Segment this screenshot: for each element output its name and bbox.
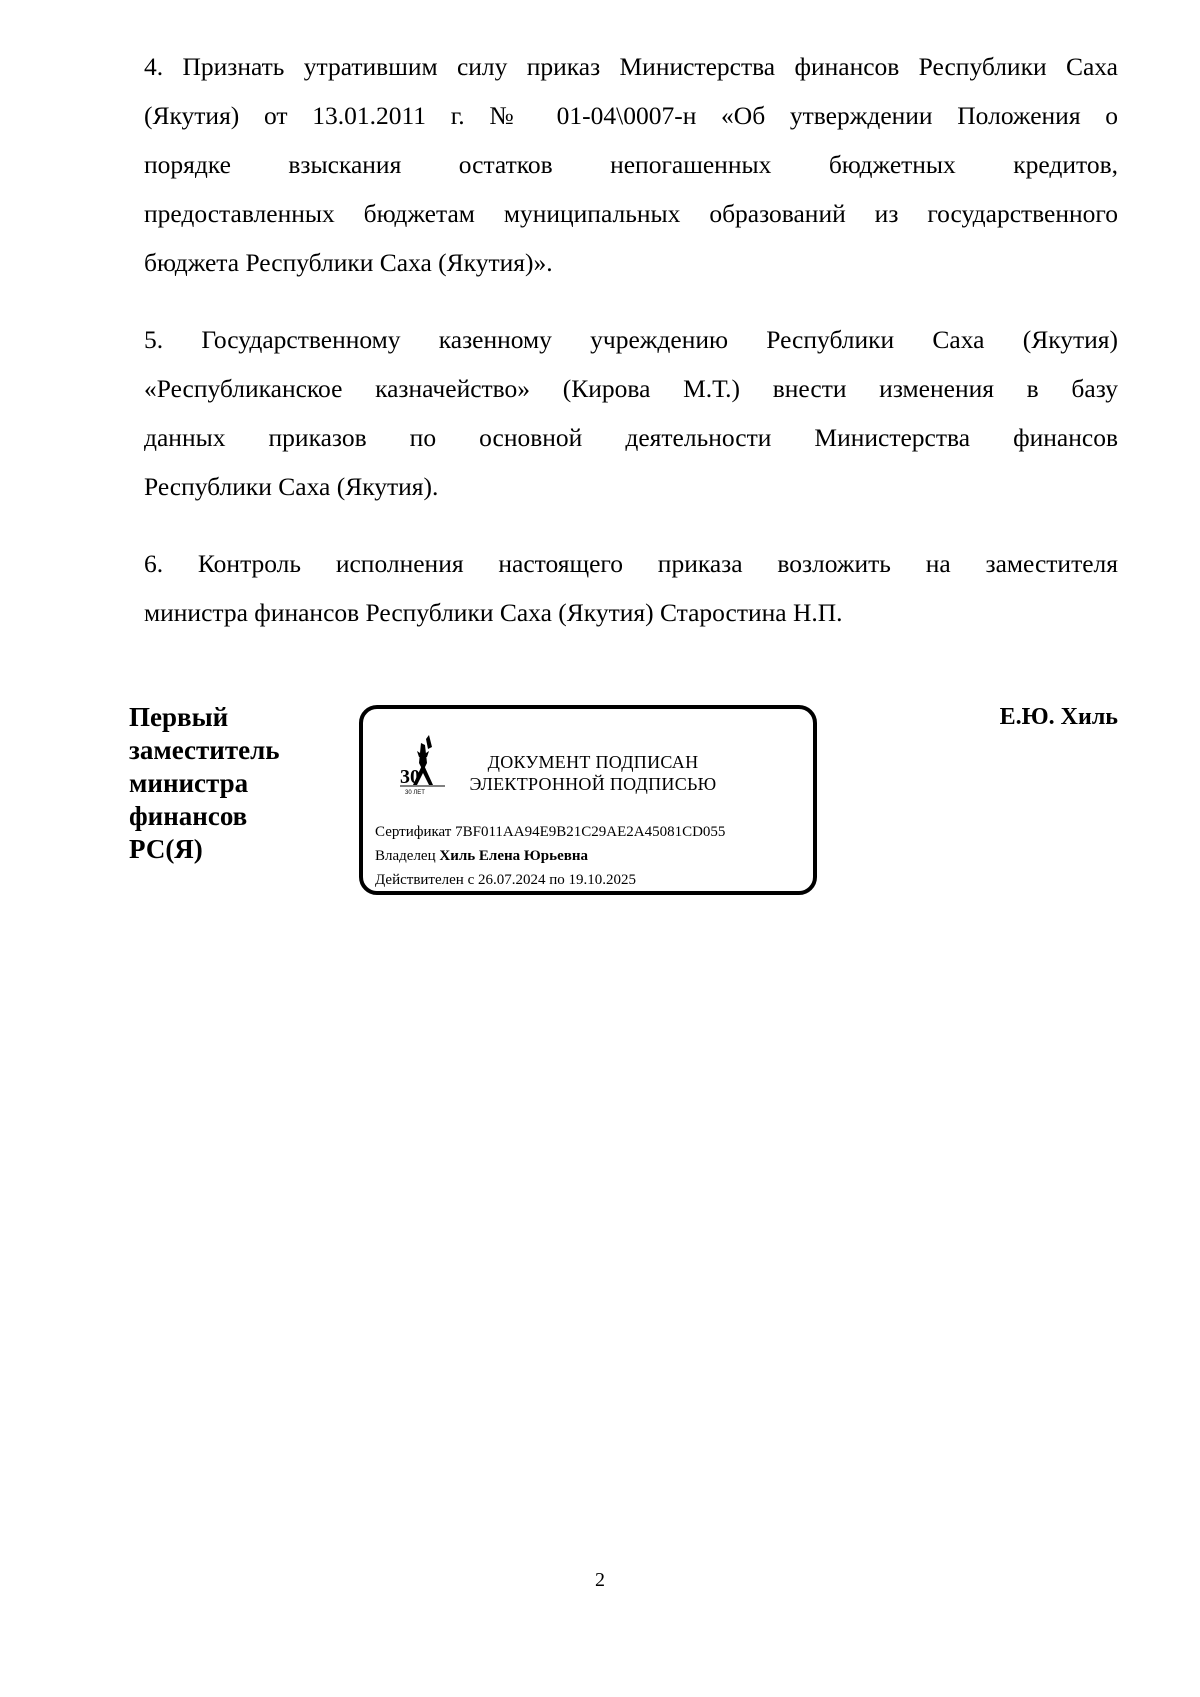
certificate-label: Сертификат bbox=[375, 824, 452, 840]
paragraph bbox=[144, 539, 1118, 637]
validity-label: Действителен bbox=[375, 872, 464, 888]
paragraph-line: 6. Контроль исполнения настоящего приказа возложить на заместителя bbox=[144, 549, 1118, 578]
signatory-line: финансов bbox=[129, 801, 248, 831]
page-number: 2 bbox=[595, 1569, 605, 1591]
owner-label: Владелец bbox=[375, 848, 436, 864]
paragraph-line: бюджета Республики Саха (Якутия)». bbox=[144, 248, 553, 277]
paragraph bbox=[144, 42, 1118, 287]
electronic-signature-stamp bbox=[359, 705, 817, 895]
stamp-heading-line: ДОКУМЕНТ ПОДПИСАН bbox=[487, 752, 699, 772]
validity-from: 26.07.2024 bbox=[477, 872, 546, 888]
paragraph-line: 5. Государственному казенному учреждению Республики Саха (Якутия) bbox=[144, 325, 1118, 354]
signer-name: Е.Ю. Хиль bbox=[999, 704, 1118, 730]
svg-text:30: 30 bbox=[400, 766, 420, 788]
emblem-label: 30 ЛЕТ bbox=[405, 790, 425, 796]
stamp-heading bbox=[463, 751, 723, 795]
signatory-position bbox=[129, 701, 339, 866]
paragraph-line: (Якутия) от 13.01.2011 г. № 01-04\0007-н «Об утверждении Положения о bbox=[144, 101, 1118, 130]
paragraph-line: Республики Саха (Якутия). bbox=[144, 472, 439, 501]
stamp-heading-line: ЭЛЕКТРОННОЙ ПОДПИСЬЮ bbox=[469, 774, 717, 794]
stamp-details bbox=[375, 820, 725, 892]
signatory-line: Первый bbox=[129, 702, 229, 732]
signatory-line: заместитель bbox=[129, 735, 280, 765]
validity-row bbox=[375, 868, 725, 892]
validity-to-word: по bbox=[549, 872, 565, 888]
signatory-line: РС(Я) bbox=[129, 834, 203, 864]
paragraph-line: 4. Признать утратившим силу приказ Министерства финансов Республики Саха bbox=[144, 52, 1118, 81]
certificate-row bbox=[375, 820, 725, 844]
validity-to: 19.10.2025 bbox=[568, 872, 637, 888]
paragraph-line: порядке взыскания остатков непогашенных бюджетных кредитов, bbox=[144, 150, 1118, 179]
anniversary-emblem-icon bbox=[399, 733, 447, 797]
validity-from-word: с bbox=[467, 872, 475, 888]
owner-value: Хиль Елена Юрьевна bbox=[439, 848, 588, 864]
owner-row bbox=[375, 844, 725, 868]
paragraph-line: «Республиканское казначейство» (Кирова М.Т.) внести изменения в базу bbox=[144, 374, 1118, 403]
paragraph bbox=[144, 315, 1118, 511]
document-body bbox=[144, 42, 1118, 665]
certificate-value: 7BF011AA94E9B21C29AE2A45081CD055 bbox=[455, 824, 726, 840]
paragraph-line: данных приказов по основной деятельности Министерства финансов bbox=[144, 423, 1118, 452]
paragraph-line: министра финансов Республики Саха (Якутия) Старостина Н.П. bbox=[144, 598, 843, 627]
signatory-line: министра bbox=[129, 768, 249, 798]
paragraph-line: предоставленных бюджетам муниципальных образований из государственного bbox=[144, 199, 1118, 228]
